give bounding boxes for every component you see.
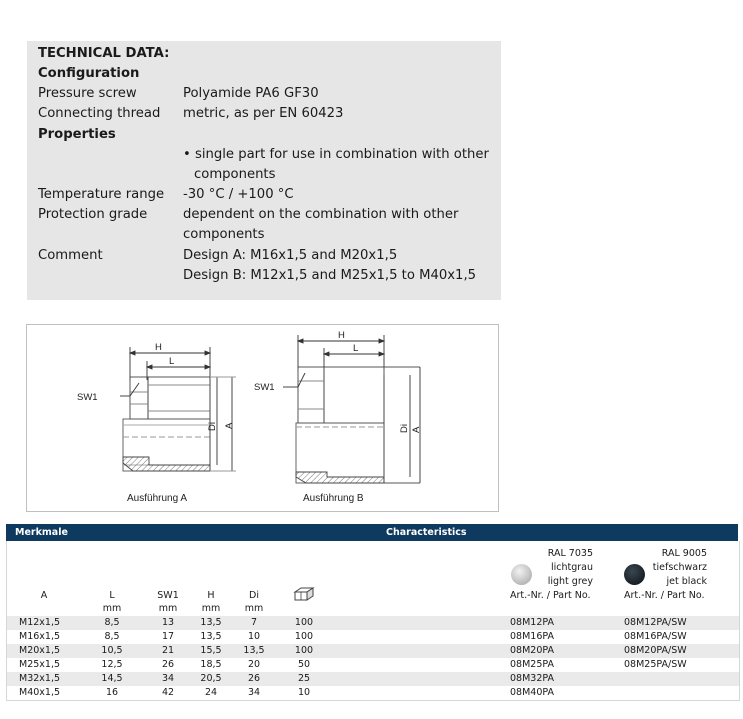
design-b-a-label: A: [411, 426, 422, 433]
property-text-1: • single part for use in combination with other: [183, 147, 489, 162]
cell-a: M16x1,5: [19, 631, 61, 642]
cell-grey-partno: 08M20PA: [510, 645, 554, 656]
cell-l: 16: [105, 687, 119, 698]
cell-sw1: 13: [161, 617, 175, 628]
table-row: [7, 658, 739, 672]
black-name-en: jet black: [666, 576, 707, 587]
design-b-drawing: [283, 335, 420, 483]
caption-design-a: Ausführung A: [127, 493, 188, 504]
cell-h: 13,5: [200, 617, 222, 628]
cell-h: 15,5: [200, 645, 222, 656]
col-header-sw1: SW1: [157, 590, 179, 601]
grey-name-de: lichtgrau: [550, 562, 593, 573]
col-header-h: H: [207, 590, 215, 601]
grey-ral: RAL 7035: [547, 548, 593, 559]
col-header-di: Di: [249, 590, 259, 601]
cell-l: 8,5: [104, 617, 120, 628]
table-row: [7, 644, 739, 658]
characteristics-table: [6, 541, 740, 701]
col-header-a: A: [40, 590, 48, 601]
cell-grey-partno: 08M16PA: [510, 631, 554, 642]
grey-artnr-header: Art.-Nr. / Part No.: [510, 590, 591, 601]
cell-l: 10,5: [101, 645, 123, 656]
cell-di: 26: [247, 673, 261, 684]
unit-l: mm: [102, 603, 122, 614]
cell-di: 10: [247, 631, 261, 642]
cell-h: 13,5: [200, 631, 222, 642]
cell-qty: 25: [297, 673, 311, 684]
connecting-thread-label: Connecting thread: [38, 106, 161, 121]
table-row: [7, 616, 739, 630]
cell-black-partno: 08M20PA/SW: [624, 645, 687, 656]
cell-di: 34: [247, 687, 261, 698]
property-text-2: components: [194, 167, 276, 182]
cell-h: 18,5: [200, 659, 222, 670]
cell-l: 12,5: [101, 659, 123, 670]
cell-a: M40x1,5: [19, 687, 61, 698]
protection-value-2: components: [183, 227, 265, 242]
cell-sw1: 42: [161, 687, 175, 698]
cell-qty: 50: [297, 659, 311, 670]
design-a-h-label: H: [155, 342, 162, 353]
design-a-di-label: Di: [207, 422, 218, 431]
black-artnr-header: Art.-Nr. / Part No.: [624, 590, 705, 601]
pressure-screw-label: Pressure screw: [38, 86, 137, 101]
cell-l: 8,5: [104, 631, 120, 642]
col-header-l: L: [109, 590, 115, 601]
cell-sw1: 26: [161, 659, 175, 670]
protection-label: Protection grade: [38, 207, 148, 222]
design-a-drawing: [120, 347, 236, 471]
cell-black-partno: 08M12PA/SW: [624, 617, 687, 628]
cell-qty: 100: [294, 645, 314, 656]
cell-a: M12x1,5: [19, 617, 61, 628]
protection-value-1: dependent on the combination with other: [183, 207, 459, 222]
design-b-di-label: Di: [399, 424, 410, 433]
unit-h: mm: [201, 603, 221, 614]
cell-a: M32x1,5: [19, 673, 61, 684]
cell-sw1: 34: [161, 673, 175, 684]
design-a-l-label: L: [169, 356, 175, 367]
cell-sw1: 17: [161, 631, 175, 642]
cell-qty: 10: [297, 687, 311, 698]
cell-di: 13,5: [243, 645, 265, 656]
grey-name-en: light grey: [547, 576, 593, 587]
black-name-de: tiefschwarz: [652, 562, 707, 573]
cell-qty: 100: [294, 631, 314, 642]
temperature-value: -30 °C / +100 °C: [183, 187, 294, 202]
package-icon: [293, 586, 315, 604]
technical-drawing: [26, 324, 499, 512]
design-a-a-label: A: [224, 422, 235, 429]
cell-black-partno: 08M16PA/SW: [624, 631, 687, 642]
temperature-label: Temperature range: [38, 187, 165, 202]
table-row: [7, 630, 739, 644]
cell-qty: 100: [294, 617, 314, 628]
cell-a: M25x1,5: [19, 659, 61, 670]
cell-di: 7: [250, 617, 258, 628]
cell-sw1: 21: [161, 645, 175, 656]
cell-grey-partno: 08M12PA: [510, 617, 554, 628]
cell-a: M20x1,5: [19, 645, 61, 656]
unit-sw1: mm: [158, 603, 178, 614]
comment-line-2: Design B: M12x1,5 and M25x1,5 to M40x1,5: [183, 268, 477, 283]
cell-grey-partno: 08M32PA: [510, 673, 554, 684]
comment-label: Comment: [38, 248, 103, 263]
cell-black-partno: 08M25PA/SW: [624, 659, 687, 670]
pressure-screw-value: Polyamide PA6 GF30: [183, 86, 319, 101]
design-b-sw1-label: SW1: [254, 382, 275, 393]
comment-line-1: Design A: M16x1,5 and M20x1,5: [183, 248, 398, 263]
characteristics-header-bar: [6, 524, 738, 541]
design-b-h-label: H: [338, 330, 345, 341]
connecting-thread-value: metric, as per EN 60423: [183, 106, 344, 121]
header-characteristics: Characteristics: [386, 527, 467, 538]
cell-l: 14,5: [101, 673, 123, 684]
tech-title: TECHNICAL DATA:: [38, 46, 170, 61]
design-b-l-label: L: [353, 343, 359, 354]
unit-di: mm: [244, 603, 264, 614]
cell-di: 20: [247, 659, 261, 670]
header-merkmale: Merkmale: [15, 527, 68, 538]
table-row: [7, 686, 739, 700]
properties-heading: Properties: [38, 127, 116, 142]
cell-h: 20,5: [200, 673, 222, 684]
table-row: [7, 672, 739, 686]
black-ral: RAL 9005: [661, 548, 707, 559]
caption-design-b: Ausführung B: [303, 493, 364, 504]
cell-grey-partno: 08M25PA: [510, 659, 554, 670]
configuration-heading: Configuration: [38, 66, 140, 81]
design-a-sw1-label: SW1: [77, 392, 98, 403]
technical-data-box: [27, 41, 501, 300]
cell-grey-partno: 08M40PA: [510, 687, 554, 698]
cell-h: 24: [204, 687, 218, 698]
